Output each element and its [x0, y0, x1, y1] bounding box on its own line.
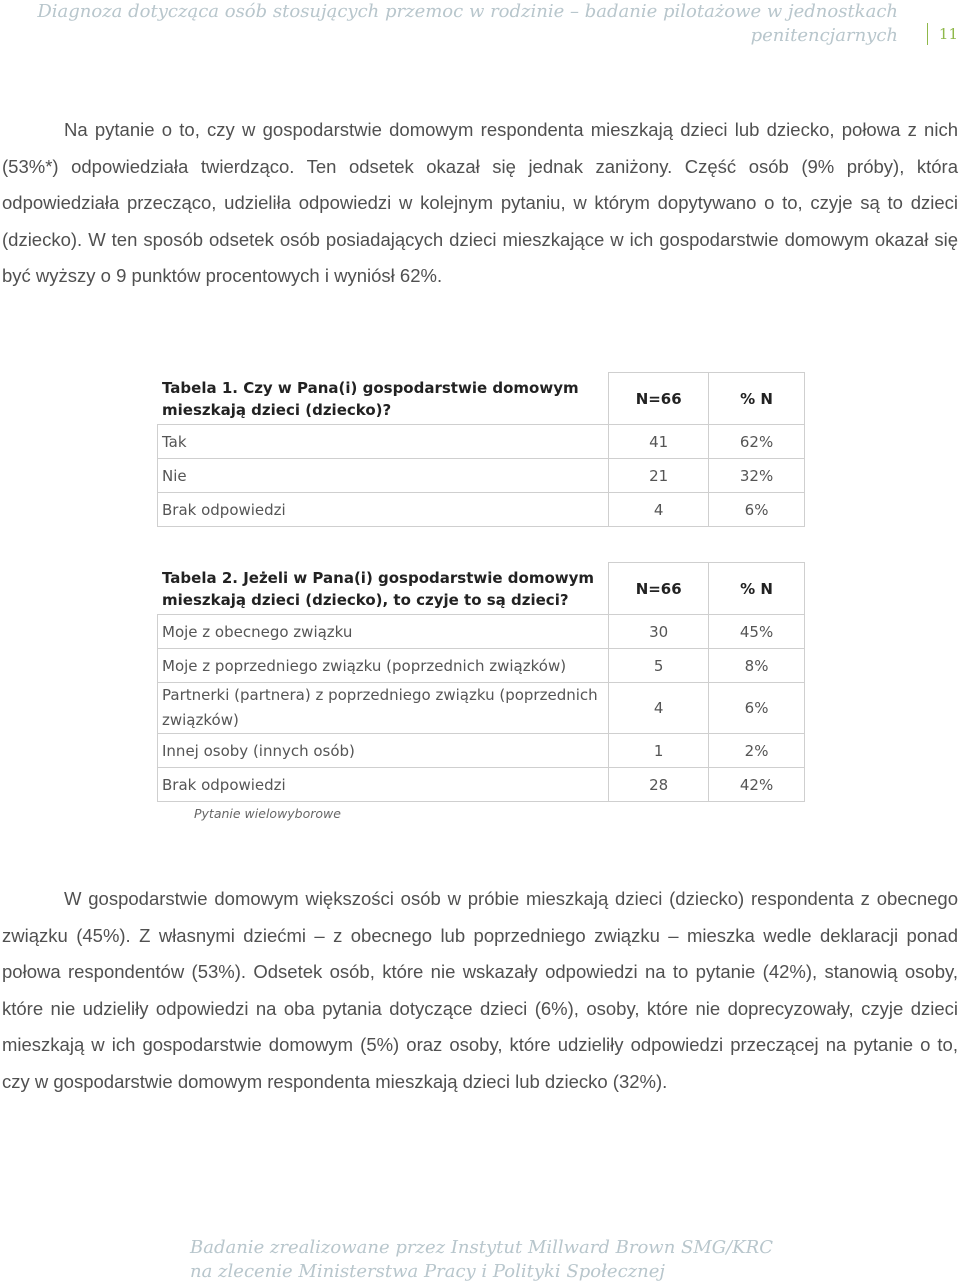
- table-row: [158, 649, 805, 683]
- row-label: Brak odpowiedzi: [158, 768, 609, 802]
- row-n: 1: [609, 734, 709, 768]
- footer-line1: Badanie zrealizowane przez Instytut Millward Brown SMG/KRC: [190, 1237, 773, 1258]
- row-label: Moje z poprzedniego związku (poprzednich związków): [158, 649, 609, 683]
- table-row: [158, 734, 805, 768]
- table-row: [158, 459, 805, 493]
- row-n: 28: [609, 768, 709, 802]
- table-1: [157, 372, 805, 527]
- table-row: [158, 615, 805, 649]
- table-row: [158, 493, 805, 527]
- row-label: Brak odpowiedzi: [158, 493, 609, 527]
- row-pct: 42%: [709, 768, 805, 802]
- table-2-col-pct: % N: [709, 563, 805, 615]
- table-2: [157, 562, 805, 802]
- table-2-col-n: N=66: [609, 563, 709, 615]
- table-2-note: Pytanie wielowyborowe: [194, 806, 341, 821]
- page-footer: [190, 1236, 773, 1284]
- table-row: [158, 768, 805, 802]
- row-n: 30: [609, 615, 709, 649]
- row-n: 21: [609, 459, 709, 493]
- table-1-col-pct: % N: [709, 373, 805, 425]
- table-2-header-row: [158, 563, 805, 615]
- row-pct: 2%: [709, 734, 805, 768]
- table-row: [158, 425, 805, 459]
- row-label: Nie: [158, 459, 609, 493]
- row-n: 4: [609, 683, 709, 734]
- page-header: [0, 0, 960, 50]
- row-pct: 8%: [709, 649, 805, 683]
- table-1-col-n: N=66: [609, 373, 709, 425]
- row-pct: 45%: [709, 615, 805, 649]
- table-row: [158, 683, 805, 734]
- row-label: Tak: [158, 425, 609, 459]
- row-label: Moje z obecnego związku: [158, 615, 609, 649]
- row-n: 5: [609, 649, 709, 683]
- row-n: 4: [609, 493, 709, 527]
- page-number: 11: [927, 23, 960, 45]
- row-n: 41: [609, 425, 709, 459]
- row-pct: 32%: [709, 459, 805, 493]
- header-title-line1: Diagnoza dotycząca osób stosujących przemoc w rodzinie – badanie pilotażowe w jednostkach: [37, 1, 898, 22]
- row-label: Partnerki (partnera) z poprzedniego związku (poprzednich związków): [158, 683, 609, 734]
- table-1-caption: Tabela 1. Czy w Pana(i) gospodarstwie domowym mieszkają dzieci (dziecko)?: [158, 373, 609, 425]
- footer-line2: na zlecenie Ministerstwa Pracy i Polityki Społecznej: [190, 1261, 665, 1282]
- row-pct: 62%: [709, 425, 805, 459]
- paragraph-2: [2, 881, 958, 1100]
- table-1-header-row: [158, 373, 805, 425]
- table-2-caption: Tabela 2. Jeżeli w Pana(i) gospodarstwie domowym mieszkają dzieci (dziecko), to czyje to są dzieci?: [158, 563, 609, 615]
- header-title: [18, 0, 898, 48]
- row-label: Innej osoby (innych osób): [158, 734, 609, 768]
- paragraph-1-text: Na pytanie o to, czy w gospodarstwie domowym respondenta mieszkają dzieci lub dziecko, połowa z nich (53%*) odpowiedziała twierdząco. Ten odsetek okazał się jednak zaniżony. Część osób (9% próby), która odpowiedziała przecząco, udzieliła odpowiedzi w kolejnym pytaniu, w którym dopytywano o to, czyje są to dzieci (dziecko). W ten sposób odsetek osób posiadających dzieci mieszkające w ich gospodarstwie domowym okazał się być wyższy o 9 punktów procentowych i wyniósł 62%.: [2, 119, 958, 286]
- header-title-line2: penitencjarnych: [750, 25, 898, 46]
- paragraph-2-text: W gospodarstwie domowym większości osób w próbie mieszkają dzieci (dziecko) respondenta z obecnego związku (45%). Z własnymi dziećmi – z obecnego lub poprzedniego związku – mieszka wedle deklaracji ponad połowa respondentów (53%). Odsetek osób, które nie wskazały odpowiedzi na to pytanie (42%), stanowią osoby, które nie udzieliły odpowiedzi na oba pytania dotyczące dzieci (6%), osoby, które nie doprecyzowały, czyje dzieci mieszkają w ich gospodarstwie domowym (5%) oraz osoby, które udzieliły odpowiedzi przeczącej na pytanie o to, czy w gospodarstwie domowym respondenta mieszkają dzieci lub dziecko (32%).: [2, 888, 958, 1092]
- paragraph-1: [2, 112, 958, 295]
- row-pct: 6%: [709, 683, 805, 734]
- row-pct: 6%: [709, 493, 805, 527]
